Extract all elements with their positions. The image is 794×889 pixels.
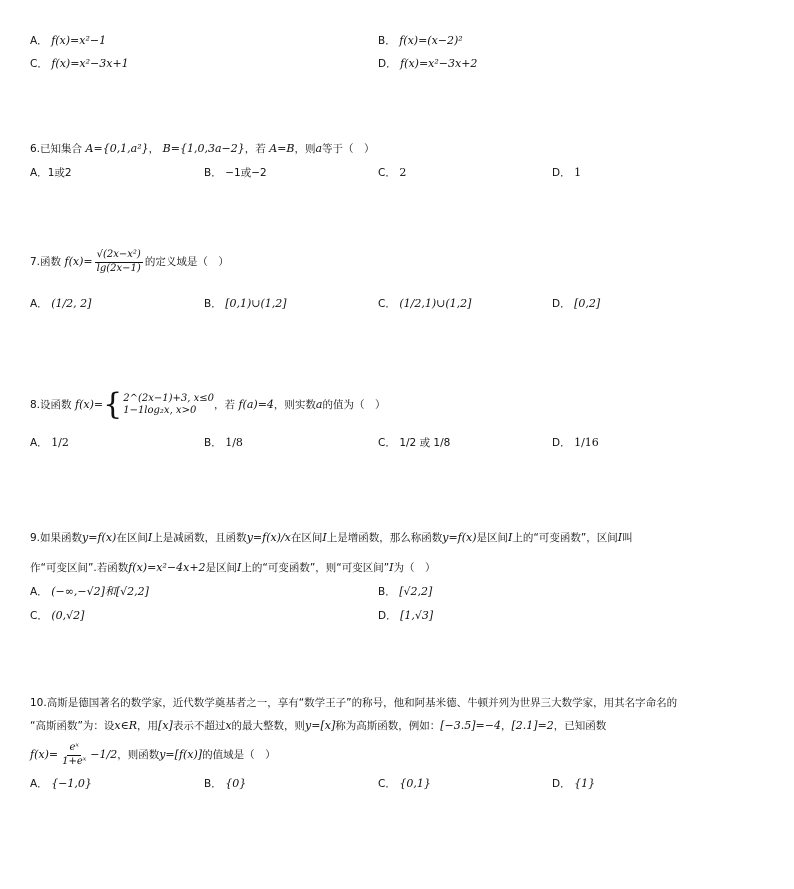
option-letter: C． [378, 167, 396, 179]
option-value: {0,1} [399, 777, 431, 790]
q7-option-c [378, 298, 471, 310]
q9-option-b [378, 586, 432, 598]
stem-text: ，则实数 [273, 399, 316, 411]
q5-option-d [378, 58, 477, 70]
stem-text: 是区间 [205, 562, 238, 574]
option-value: (0,√2] [51, 609, 85, 622]
variable: x [225, 719, 232, 732]
q6-option-c [378, 167, 406, 179]
expression: f(x)=x²−4x+2 [128, 561, 206, 574]
stem-text: 作“可变区间”.若函数 [30, 562, 129, 574]
variable: a [315, 398, 323, 411]
function-lhs: f(x)= [64, 255, 93, 268]
fraction-denominator: 1+eˣ [62, 755, 87, 767]
function-lhs: f(x)= [30, 748, 59, 761]
stem-text: ，若 [244, 143, 266, 155]
q7-stem [30, 250, 229, 274]
expression: y=[f(x)] [159, 748, 203, 761]
option-value: {−1,0} [51, 777, 92, 790]
stem-text: ，则函数 [117, 749, 160, 761]
q6-stem [30, 143, 375, 155]
function-fraction [60, 743, 88, 767]
option-letter: A． [30, 167, 48, 179]
stem-text: 的最大整数，则 [231, 720, 306, 732]
option-letter: C． [30, 610, 48, 622]
q9-option-a [30, 586, 149, 598]
option-value: 1/2 [51, 436, 69, 449]
question-number: 10. [30, 697, 47, 709]
piece-case-2: 1−1log₂x, x>0 [123, 405, 197, 416]
option-value: 1或2 [47, 167, 72, 179]
option-letter: A． [30, 586, 48, 598]
expression: [2.1]=2 [511, 719, 554, 732]
stem-text: 表示不超过 [172, 720, 226, 732]
q10-option-c [378, 778, 431, 790]
q10-stem-line-1 [30, 697, 677, 709]
option-letter: A． [30, 298, 48, 310]
expression: y=f(x) [82, 531, 117, 544]
option-value: {0} [225, 777, 247, 790]
q6-option-b [204, 167, 267, 179]
q10-stem-line-3 [30, 743, 276, 767]
condition-expression: A=B [269, 142, 295, 155]
option-value: [0,1)∪(1,2] [225, 297, 287, 310]
option-letter: B． [204, 778, 222, 790]
q9-option-c [30, 610, 84, 622]
q9-stem-line-2 [30, 562, 436, 574]
option-value: [0,2] [574, 297, 601, 310]
expression: [−3.5]=−4 [440, 719, 501, 732]
option-letter: D． [378, 610, 397, 622]
stem-text: 是区间 [476, 532, 509, 544]
piecewise-cases [123, 393, 214, 418]
stem-text: ，已知函数 [553, 720, 607, 732]
q8-stem [30, 387, 386, 422]
option-letter: C． [378, 298, 396, 310]
option-value: [1,√3] [400, 609, 434, 622]
interval-symbol: I [389, 561, 394, 574]
q5-option-a [30, 35, 106, 47]
option-value: 2 [399, 166, 407, 179]
stem-text: 的定义域是（ ） [144, 256, 229, 268]
domain-fraction [95, 250, 143, 274]
option-value: (1/2,1)∪(1,2] [399, 297, 472, 310]
q5-option-c [30, 58, 129, 70]
q7-option-b [204, 298, 287, 310]
fraction-numerator: √(2x−x²) [95, 250, 143, 263]
question-number: 7. [30, 256, 41, 268]
option-letter: B． [204, 298, 222, 310]
option-letter: B． [378, 586, 396, 598]
option-letter: A． [30, 437, 48, 449]
interval-symbol: I [617, 531, 623, 544]
q10-option-a [30, 778, 92, 790]
option-letter: B． [378, 35, 396, 47]
q7-option-d [552, 298, 600, 310]
option-letter: D． [552, 778, 571, 790]
stem-text: 在区间 [116, 532, 148, 544]
question-number: 9. [30, 532, 41, 544]
stem-text: 为（ ） [393, 562, 436, 574]
stem-text: 称为高斯函数，例如： [335, 720, 441, 732]
set-a-expression: A={0,1,a²} [85, 142, 149, 155]
option-letter: C． [378, 778, 396, 790]
q8-option-b [204, 437, 243, 449]
stem-text: 上是减函数，且函数 [152, 532, 247, 544]
q9-stem-line-1 [30, 532, 633, 544]
stem-text: ， [501, 720, 512, 732]
stem-text: “高斯函数”为：设 [30, 720, 115, 732]
stem-text: 上是增函数，那么称函数 [326, 532, 443, 544]
q5-option-b [378, 35, 463, 47]
set-b-expression: B={1,0,3a−2} [162, 142, 245, 155]
option-value: 1/2 或 1/8 [399, 437, 451, 449]
question-number: 8. [30, 399, 41, 411]
fraction-denominator: lg(2x−1) [96, 262, 141, 274]
stem-text: 已知集合 [40, 143, 83, 155]
q7-option-a [30, 298, 91, 310]
option-value: (−∞,−√2]和[√2,2] [51, 585, 149, 598]
function-lhs: f(x)= [75, 398, 104, 411]
option-expression: f(x)=x²−3x+2 [400, 57, 478, 70]
option-value: 1/8 [225, 436, 243, 449]
option-letter: D． [378, 58, 397, 70]
expression: x∈R [114, 719, 138, 732]
stem-text: 如果函数 [40, 532, 83, 544]
stem-text: 的值为（ ） [322, 399, 386, 411]
option-letter: C． [378, 437, 396, 449]
q6-option-a [30, 167, 72, 179]
question-number: 6. [30, 143, 41, 155]
piece-case-1: 2^(2x−1)+3, x≤0 [123, 392, 214, 404]
stem-text: ，用 [137, 720, 159, 732]
q6-option-d [552, 167, 581, 179]
stem-text: 上的“可变函数”，则“可变区间” [241, 562, 390, 574]
option-letter: C． [30, 58, 48, 70]
option-value: 1 [574, 166, 582, 179]
expression: y=f(x)/x [246, 531, 291, 544]
interval-symbol: I [237, 561, 242, 574]
option-letter: A． [30, 35, 48, 47]
q8-option-a [30, 437, 69, 449]
variable: a [315, 142, 323, 155]
stem-text: 叫 [622, 532, 633, 544]
stem-text: 高斯是德国著名的数学家，近代数学奠基者之一，享有“数学王子”的称号，他和阿基米德、牛顿并列为世界三大数学家，用其名字命名的 [46, 697, 678, 709]
option-letter: D． [552, 437, 571, 449]
option-letter: A． [30, 778, 48, 790]
stem-text: 上的“可变函数”，区间 [512, 532, 618, 544]
option-value: {1} [574, 777, 596, 790]
option-expression: f(x)=(x−2)² [399, 34, 463, 47]
q8-option-d [552, 437, 599, 449]
option-letter: B． [204, 437, 222, 449]
option-expression: f(x)=x²−3x+1 [51, 57, 129, 70]
interval-symbol: I [508, 531, 513, 544]
option-value: (1/2, 2] [51, 297, 92, 310]
stem-text: ，则 [294, 143, 316, 155]
condition-expression: f(a)=4 [238, 398, 274, 411]
expression: y=[x] [305, 719, 336, 732]
expression: y=f(x) [442, 531, 477, 544]
stem-text: 在区间 [290, 532, 323, 544]
option-letter: D． [552, 167, 571, 179]
option-value: [√2,2] [399, 585, 433, 598]
stem-text: ，若 [213, 399, 235, 411]
interval-symbol: I [322, 531, 327, 544]
option-value: 1/16 [574, 436, 599, 449]
fraction-numerator: eˣ [67, 743, 80, 756]
q10-option-d [552, 778, 595, 790]
expression: [x] [158, 719, 173, 732]
stem-text: 函数 [40, 256, 62, 268]
stem-text: 设函数 [40, 399, 72, 411]
option-letter: D． [552, 298, 571, 310]
stem-text: 的值域是（ ） [202, 749, 276, 761]
q10-option-b [204, 778, 246, 790]
option-value: −1或−2 [225, 167, 267, 179]
option-letter: B． [204, 167, 222, 179]
interval-symbol: I [147, 531, 153, 544]
option-expression: f(x)=x²−1 [51, 34, 107, 47]
stem-text: 等于（ ） [322, 143, 375, 155]
expression: −1/2 [90, 748, 118, 761]
stem-text: ， [148, 143, 160, 155]
piecewise-brace: { [103, 387, 123, 422]
q8-option-c [378, 437, 450, 449]
q10-stem-line-2 [30, 720, 606, 732]
q9-option-d [378, 610, 433, 622]
